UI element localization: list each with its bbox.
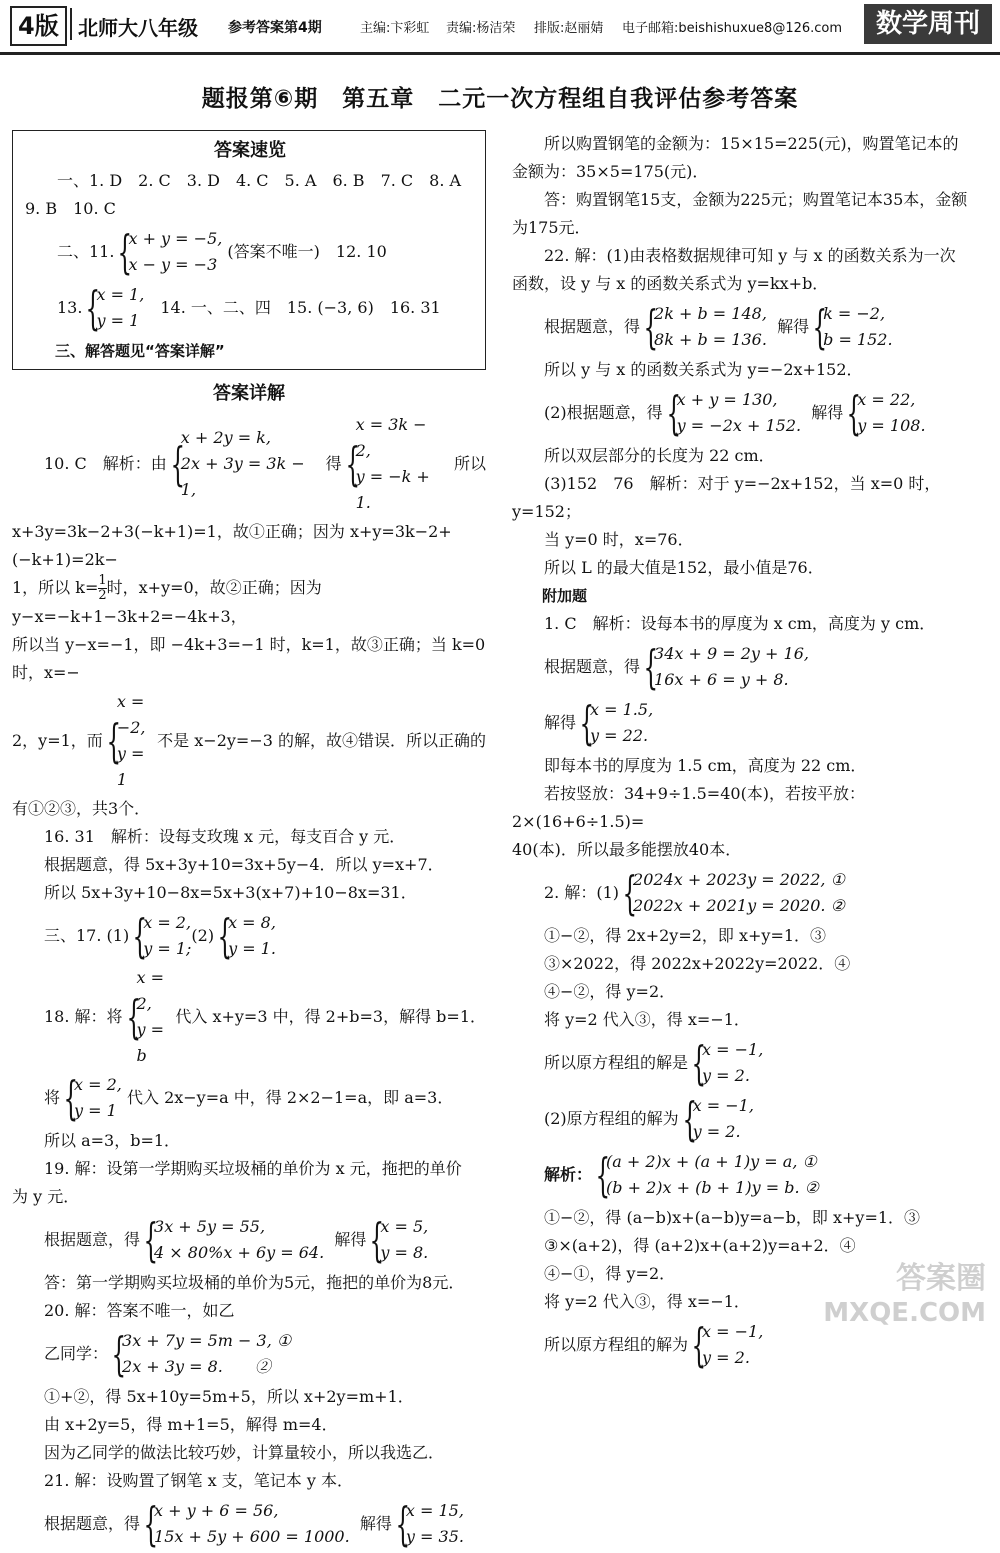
extra-heading: 附加题 (542, 587, 588, 605)
edition-label: 4版 (10, 6, 67, 46)
q22-system-2: (2)根据题意，得 { x + y = 130, y = −2x + 152. 解得 { x = 22, y = 108. (544, 386, 926, 440)
q22-line-2: 函数，设 y 与 x 的函数关系式为 y=kx+b． (512, 274, 829, 293)
q22-line-6: 当 y=0 时，x=76． (544, 530, 694, 549)
q20-line-2: ①+②，得 5x+10y=5m+5，所以 x+2y=m+1． (44, 1387, 414, 1406)
q16-line-1: 16. 31 解析：设每支玫瑰 x 元，每支百合 y 元． (44, 827, 406, 846)
q2-line-2: ③×2022，得 2022x+2022y=2022．④ (544, 954, 851, 973)
q21-line-1: 21. 解：设购置了钢笔 x 支，笔记本 y 本． (44, 1471, 353, 1490)
q10-system: 10. C 解析：由 { x + 2y = k, 2x + 3y = 3k − 1, 得 { x = 3k − 2, y = −k + 1. 所以 (44, 415, 486, 512)
q21-cont-4: 为175元． (512, 218, 591, 237)
q2-analysis-system: 解析： { (a + 2)x + (a + 1)y = a, ① (b + 2)x + (b + 1)y = b. ② (544, 1148, 819, 1202)
q21-cont-3: 答：购置钢笔15支，金额为225元；购置笔记本35本，金额 (544, 190, 968, 209)
watermark: 答案圈 MXQE.COM (823, 1261, 986, 1328)
q2-solution-3: 所以原方程组的解为 { x = −1, y = 2. (544, 1318, 764, 1372)
q19-line-3: 答：第一学期购买垃圾桶的单价为5元，拖把的单价为8元． (44, 1273, 465, 1292)
q18-step-2: 将 { x = 2, y = 1 代入 2x−y=a 中，得 2×2−1=a，即 a=3． (44, 1071, 454, 1125)
detail-heading: 答案详解 (213, 383, 285, 404)
q19-line-1: 19. 解：设第一学期购买垃圾桶的单价为 x 元，拖把的单价 (44, 1159, 462, 1178)
q22-line-4: 所以双层部分的长度为 22 cm． (544, 446, 775, 465)
q2-line-8: 将 y=2 代入③，得 x=−1． (544, 1292, 750, 1311)
quick-answer-box (12, 130, 486, 370)
quick-q13: 13. { x = 1, y = 1 14. 一、二、四 15. (−3, 6) 16. 31 (57, 281, 441, 335)
q22-line-1: 22. 解：(1)由表格数据规律可知 y 与 x 的函数关系为一次 (544, 246, 956, 265)
q2-line-6: ③×(a+2)，得 (a+2)x+(a+2)y=a+2．④ (544, 1236, 856, 1255)
layout-editor: 排版:赵丽婧 (534, 21, 604, 36)
extra-line-2: 即每本书的厚度为 1.5 cm，高度为 22 cm． (544, 756, 867, 775)
page-header (0, 0, 1000, 55)
q16-line-2: 根据题意，得 5x+3y+10=3x+5y−4．所以 y=x+7． (44, 855, 444, 874)
q19-line-2: 为 y 元． (12, 1187, 80, 1206)
email-label: 电子邮箱:beishishuxue8@126.com (622, 21, 843, 36)
q10-text-2: 1，所以 k= $\frac{1}{2}$ 时，x+y=0，故②正确；因为 y−x=−k+1−3k+2=−4k+3， (12, 573, 322, 626)
brand-logo: 数学周刊 (864, 4, 992, 44)
resp-editor: 责编:杨洁荣 (446, 21, 516, 36)
q18-line-3: 所以 a=3，b=1． (44, 1131, 181, 1150)
q21-system: 根据题意，得 { x + y + 6 = 56, 15x + 5y + 600 = 1000. 解得 { x = 15, y = 35. (44, 1497, 464, 1551)
extra-solution: 解得 { x = 1.5, y = 22. (544, 696, 654, 750)
right-column (512, 130, 988, 1374)
extra-line-4: 40(本)．所以最多能摆放40本． (512, 840, 742, 859)
q20-line-4: 因为乙同学的做法比较巧妙，计算量较小，所以我选乙． (44, 1443, 445, 1462)
q22-line-3: 所以 y 与 x 的函数关系式为 y=−2x+152． (544, 360, 863, 379)
extra-line-1: 1. C 解析：设每本书的厚度为 x cm，高度为 y cm． (544, 614, 936, 633)
q2-line-1: ①−②，得 2x+2y=2，即 x+y=1．③ (544, 926, 827, 945)
grade-label: 北师大八年级 (78, 16, 198, 40)
q2-line-5: ①−②，得 (a−b)x+(a−b)y=a−b，即 x+y=1．③ (544, 1208, 921, 1227)
page-title: 题报第⑥期 第五章 二元一次方程组自我评估参考答案 (201, 86, 799, 112)
quick-answer-heading: 答案速览 (214, 140, 286, 161)
q20-system: 乙同学： { 3x + 7y = 5m − 3, ① 2x + 3y = 8. ② (44, 1327, 292, 1381)
quick-line-2: 9. B 10. C (25, 199, 116, 218)
q22-line-5: (3)152 76 解析：对于 y=−2x+152，当 x=0 时，y=152； (512, 474, 941, 521)
q18-step-1: 18. 解：将 { x = 2, y = b 代入 x+y=3 中，得 2+b=3，解得 b=1． (44, 968, 486, 1065)
q10-text-5: 有①②③，共3个． (12, 799, 151, 818)
q17-answer: 三、17. (1) { x = 2, y = 1; (2) { x = 8, y = 1. (44, 909, 276, 963)
quick-q11: 二、11. { x + y = −5, x − y = −3 (答案不唯一) 12. 10 (57, 225, 387, 279)
q10-text-3: 所以当 y−x=−1，即 −4k+3=−1 时，k=1，故③正确；当 k=0 时，x=− (12, 635, 486, 682)
extra-system: 根据题意，得 { 34x + 9 = 2y + 16, 16x + 6 = y + 8. (544, 640, 809, 694)
q10-text-1: x+3y=3k−2+3(−k+1)=1，故①正确；因为 x+y=3k−2+(−k+1)=2k− (12, 522, 452, 569)
q2-line-4: 将 y=2 代入③，得 x=−1． (544, 1010, 750, 1029)
header-divider (70, 8, 72, 40)
q16-line-3: 所以 5x+3y+10−8x=5x+3(x+7)+10−8x=31． (44, 883, 417, 902)
q2-system: 2. 解：(1) { 2024x + 2023y = 2022, ① 2022x + 2021y = 2020. ② (544, 866, 845, 920)
extra-line-3: 若按竖放：34+9÷1.5=40(本)，若按平放：2×(16+6÷1.5)= (512, 784, 866, 831)
q2-solution-1: 所以原方程组的解是 { x = −1, y = 2. (544, 1036, 764, 1090)
q10-text-4: 2，y=1，而 { x = −2, y = 1 不是 x−2y=−3 的解，故④错误．所以正确的 (12, 692, 486, 789)
q22-system-1: 根据题意，得 { 2k + b = 148, 8k + b = 136. 解得 { k = −2, b = 152. (544, 300, 893, 354)
chief-editor: 主编:卞彩虹 (360, 21, 430, 36)
q21-cont-1: 所以购置钢笔的金额为：15×15=225(元)，购置笔记本的 (544, 134, 959, 153)
issue-label: 参考答案第4期 (228, 20, 322, 36)
q2-solution-2: (2)原方程组的解为 { x = −1, y = 2. (544, 1092, 754, 1146)
quick-line-1: 一、1. D 2. C 3. D 4. C 5. A 6. B 7. C 8. A (57, 171, 462, 190)
q2-line-7: ④−①，得 y=2． (544, 1264, 676, 1283)
left-column (12, 130, 486, 1553)
q22-line-7: 所以 L 的最大值是152，最小值是76． (544, 558, 824, 577)
q19-system: 根据题意，得 { 3x + 5y = 55, 4 × 80%x + 6y = 64. 解得 { x = 5, y = 8. (44, 1213, 429, 1267)
q20-line-3: 由 x+2y=5，得 m+1=5，解得 m=4． (44, 1415, 338, 1434)
q20-line-1: 20. 解：答案不唯一，如乙 (44, 1301, 235, 1320)
quick-line-3: 三、解答题见“答案详解” (55, 342, 225, 360)
q2-line-3: ④−②，得 y=2． (544, 982, 676, 1001)
q21-cont-2: 金额为：35×5=175(元)． (512, 162, 709, 181)
